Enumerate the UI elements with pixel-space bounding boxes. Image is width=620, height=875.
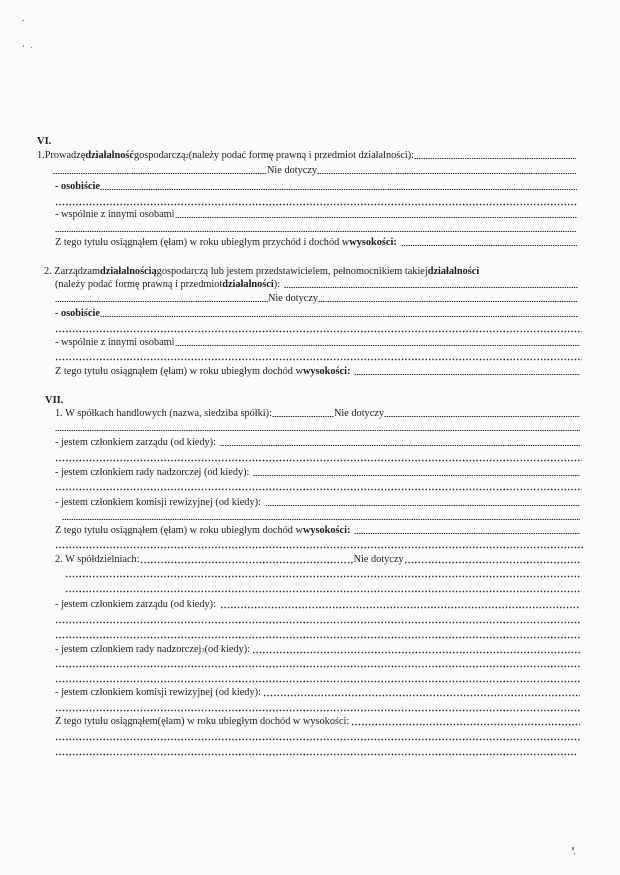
vii-2-blank-line — [0, 628, 620, 642]
fill-line — [55, 203, 578, 206]
vi-1-answer-line — [0, 164, 620, 178]
fill-line — [265, 504, 580, 507]
fill-line — [55, 230, 577, 233]
fill-line — [354, 373, 580, 376]
fill-line — [220, 606, 580, 609]
section-vi-heading: VI. — [37, 136, 52, 147]
fill-line — [65, 575, 580, 578]
vii-2-intro-line: 2. W spółdzielniach: Nie dotyczy — [0, 553, 620, 567]
vii-1-income-line: Z tego tytułu osiągnąłem (ęłam) w roku ubiegłym dochód w wysokości: — [0, 524, 620, 538]
fill-line — [384, 415, 580, 418]
fill-line — [272, 415, 334, 418]
fill-line — [317, 172, 577, 175]
fill-line — [55, 665, 580, 668]
vii-2-blank-line — [0, 582, 620, 596]
fill-line — [318, 300, 578, 303]
vi-1-partners-line: - wspólnie z innymi osobami — [0, 208, 620, 222]
fill-line — [220, 444, 580, 447]
vi-1-blank-line — [0, 222, 620, 236]
vii-1-blank-line — [0, 421, 620, 435]
fill-line — [263, 694, 580, 697]
vii-2-supervisory-line: - jestem członkiem rady nadzorczej 3 (od kiedy): — [0, 643, 620, 657]
vii-2-blank-line — [0, 745, 620, 759]
vi-1-personal-line: - osobiście — [0, 180, 620, 194]
vii-1-intro-line: 1. W spółkach handlowych (nazwa, siedziba spółki): Nie dotyczy — [0, 407, 620, 421]
vii-2-blank-line — [0, 730, 620, 744]
scan-speck — [572, 847, 574, 850]
fill-line — [55, 709, 580, 712]
vii-2-audit-line: - jestem członkiem komisji rewizyjnej (od kiedy): — [0, 686, 620, 700]
fill-line — [100, 315, 578, 318]
fill-line — [140, 561, 354, 564]
fill-line — [175, 216, 577, 219]
fill-line — [53, 172, 267, 175]
fill-line — [253, 474, 580, 477]
vii-2-blank-line — [0, 567, 620, 581]
answer-text: Nie dotyczy — [268, 293, 319, 304]
answer-text: Nie dotyczy — [353, 554, 404, 565]
vi-2-income-line: Z tego tytułu osiągnąłem (ęłam) w roku ubiegłym dochód w wysokości: — [0, 365, 620, 379]
vi-2-intro-line-2: (należy podać formę prawną i przedmiot działalności ): — [0, 278, 620, 292]
vi-2-blank-line — [0, 350, 620, 364]
fill-line — [100, 188, 577, 191]
vii-1-blank-line — [0, 510, 620, 524]
vi-1-blank-line — [0, 195, 620, 209]
section-vii-heading: VII. — [45, 395, 64, 406]
fill-line — [414, 157, 576, 160]
answer-text: Nie dotyczy — [267, 165, 318, 176]
vii-1-board-line: - jestem członkiem zarządu (od kiedy): — [0, 436, 620, 450]
fill-line — [55, 488, 582, 491]
vii-2-board-line: - jestem członkiem zarządu (od kiedy): — [0, 598, 620, 612]
vii-2-blank-line — [0, 701, 620, 715]
fill-line — [62, 518, 580, 521]
fill-line — [55, 546, 584, 549]
fill-line — [284, 286, 578, 289]
fill-line — [351, 723, 580, 726]
fill-line — [175, 344, 580, 347]
vi-2-answer-line — [0, 292, 620, 306]
fill-line — [401, 244, 577, 247]
vii-2-blank-line — [0, 672, 620, 686]
vii-1-blank-line — [0, 538, 620, 552]
fill-line — [55, 300, 268, 303]
vi-2-personal-line: - osobiście — [0, 307, 620, 321]
fill-line — [354, 532, 580, 535]
scan-speck — [574, 853, 575, 855]
fill-line — [55, 330, 582, 333]
fill-line — [55, 738, 580, 741]
vii-2-income-line: Z tego tytułu osiągnąłem(ęłam) w roku ubiegłym dochód w wysokości: — [0, 715, 620, 729]
fill-line — [252, 651, 580, 654]
fill-line — [55, 459, 582, 462]
fill-line — [65, 590, 580, 593]
scan-speck — [31, 47, 32, 48]
vi-1-intro-line: 1. Prowadzę działalność gospodarczą 2 (należy podać formę prawną i przedmiot działalności): — [0, 149, 620, 163]
fill-line — [55, 680, 580, 683]
vi-2-blank-line — [0, 322, 620, 336]
fill-line — [404, 561, 580, 564]
vii-1-blank-line — [0, 480, 620, 494]
scan-speck — [23, 45, 24, 47]
fill-line — [55, 636, 580, 639]
scan-speck — [22, 20, 24, 21]
fill-line — [55, 429, 580, 432]
vi-2-partners-line: - wspólnie z innymi osobami — [0, 336, 620, 350]
fill-line — [55, 753, 576, 756]
answer-text: Nie dotyczy — [333, 408, 384, 419]
vi-2-intro-line: 2. Zarządzam działalnością gospodarczą lub jestem przedstawicielem, pełnomocnikiem takiej działalności — [44, 266, 480, 277]
vii-1-supervisory-line: - jestem członkiem rady nadzorczej (od kiedy): — [0, 466, 620, 480]
vii-2-blank-line — [0, 613, 620, 627]
vii-2-blank-line — [0, 657, 620, 671]
vi-1-income-line: Z tego tytułu osiągnąłem (ęłam) w roku ubiegłym przychód i dochód w wysokości: — [0, 236, 620, 250]
vii-1-audit-line: - jestem członkiem komisji rewizyjnej (od kiedy): — [0, 496, 620, 510]
vii-1-blank-line — [0, 451, 620, 465]
fill-line — [55, 621, 580, 624]
fill-line — [55, 358, 582, 361]
